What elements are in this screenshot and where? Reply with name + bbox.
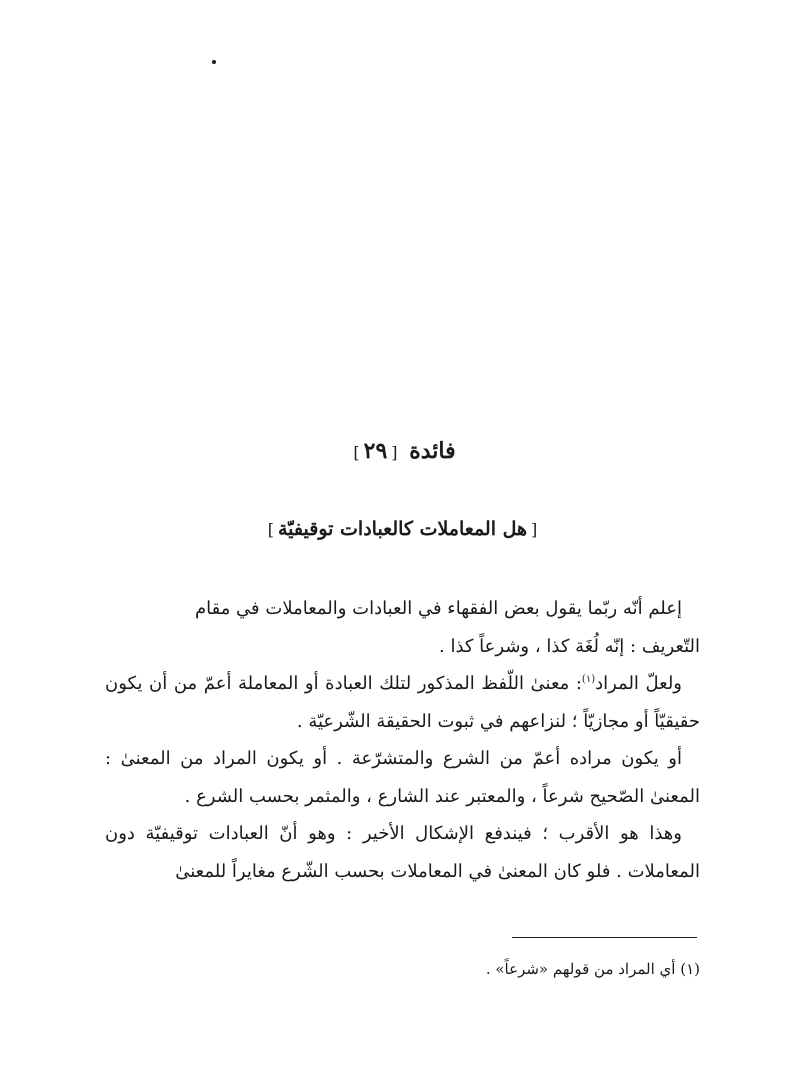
body-text [105, 590, 700, 890]
heading-number: ٢٩ [363, 438, 388, 464]
subheading-close-bracket: ] [267, 520, 274, 539]
footnote-marker: (١) [581, 674, 596, 685]
section-subheading [0, 518, 805, 540]
heading-open-bracket: [ [391, 443, 398, 462]
footnote-divider [512, 937, 697, 938]
paragraph-1-line-1: إعلم أنّه ربّما يقول بعض الفقهاء في العبادات والمعاملات في مقام [194, 598, 682, 619]
paragraph-1-continuation [105, 628, 700, 666]
paragraph-2-rest: : معنىٰ اللّفظ المذكور لتلك العبادة أو المعاملة أعمّ من أن يكون حقيقيّاً أو مجازيّاً ؛ لنزاعهم في ثبوت الحقيقة الشّرعيّة . [105, 673, 700, 732]
ink-dot [212, 60, 216, 64]
paragraph-2 [105, 665, 700, 740]
paragraph-2-start: ولعلّ المراد [595, 673, 682, 694]
paragraph-3: أو يكون مراده أعمّ من الشرع والمتشرّعة . أو يكون المراد من المعنىٰ : المعنىٰ الصّحيح شرعاً ، والمعتبر عند الشارع ، والمثمر بحسب الشرع . [105, 748, 700, 807]
footnote: (١) أي المراد من قولهم «شرعاً» . [485, 960, 700, 978]
section-heading [0, 438, 805, 464]
subheading-text: هل المعاملات كالعبادات توقيفيّة [277, 518, 528, 540]
heading-label: فائدة [409, 438, 456, 464]
heading-close-bracket: ] [353, 443, 360, 462]
paragraph-1 [105, 590, 700, 628]
subheading-open-bracket: [ [531, 520, 538, 539]
paragraph-4: وهذا هو الأقرب ؛ فيندفع الإشكال الأخير : وهو أنّ العبادات توقيفيّة دون المعاملات . فلو كان المعنىٰ في المعاملات بحسب الشّرع مغايراً للمعنىٰ [105, 823, 700, 882]
paragraph-1-line-2: التّعريف : إنّه لُغَة كذا ، وشرعاً كذا . [439, 635, 700, 657]
